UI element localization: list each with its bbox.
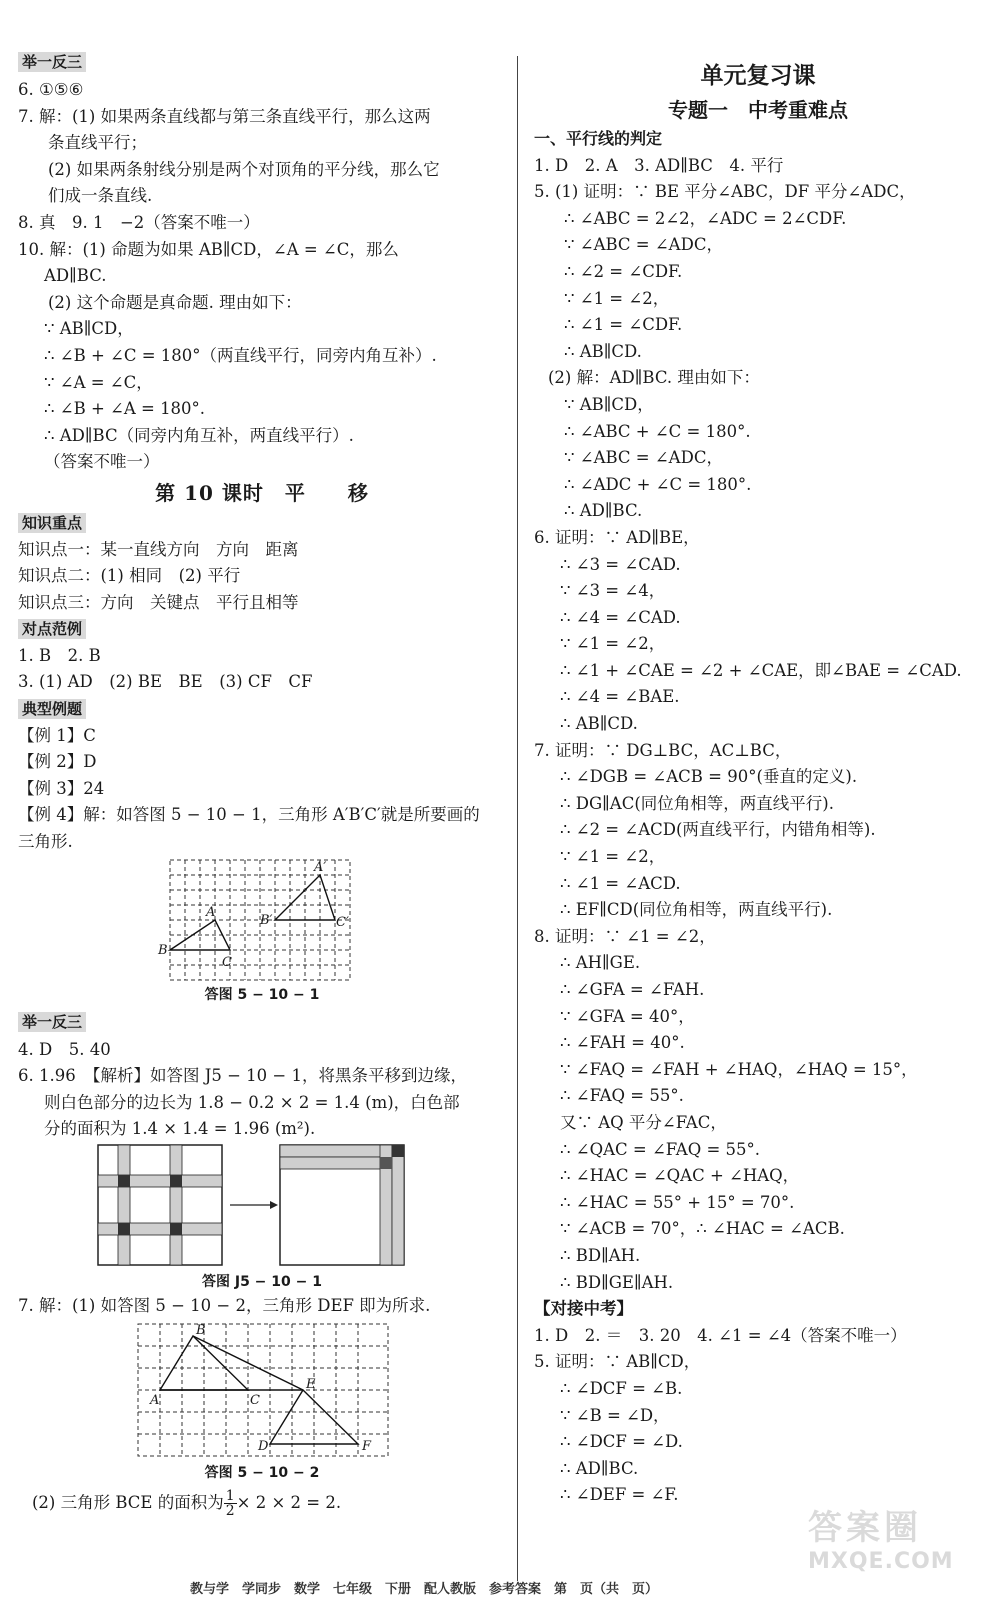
right-line: ∵ ∠ACB = 70°，∴ ∠HAC = ∠ACB. (560, 1219, 845, 1239)
right-line: 8. 证明：∵ ∠1 = ∠2， (534, 926, 716, 946)
practice-4-5: 4. D 5. 40 (18, 1039, 111, 1059)
answer-7-line3: (2) 如果两条射线分别是两个对顶角的平分线，那么它 (48, 159, 440, 179)
unit-review-title: 单元复习课 (700, 62, 816, 89)
watermark (808, 1500, 978, 1590)
right-line: ∴ ∠FAH = 40°. (560, 1033, 685, 1053)
right-line: ∵ ∠3 = ∠4， (560, 581, 666, 601)
right-line: 1. D 2. A 3. AD∥BC 4. 平行 (534, 155, 784, 175)
right-line: 5. 证明：∵ AB∥CD， (534, 1352, 701, 1372)
right-line: 6. 证明：∵ AD∥BE， (534, 527, 700, 547)
figure-j5-10-1 (18, 1143, 506, 1271)
section-head-practice-1: 举一反三 (18, 46, 506, 77)
right-line: ∴ ∠FAQ = 55°. (560, 1086, 684, 1106)
figure-5-10-1 (18, 856, 506, 984)
right-line: 5. (1) 证明：∵ BE 平分∠ABC，DF 平分∠ADC， (534, 182, 916, 202)
watermark-url: MXQE.COM (808, 1549, 954, 1574)
column-divider (517, 56, 518, 1581)
right-line: ∴ ∠DEF = ∠F. (560, 1485, 679, 1505)
answer-7-line4: 们成一条直线. (48, 186, 153, 206)
label-c-2: C (250, 1392, 260, 1408)
right-line: ∵ ∠B = ∠D， (560, 1405, 670, 1425)
right-line: ∴ AD∥BC. (560, 1458, 639, 1478)
label-a: A (206, 904, 216, 920)
answer-10-line7: ∴ ∠B + ∠A = 180°. (44, 399, 206, 419)
answer-8-9: 8. 真 9. 1 −2（答案不唯一） (18, 212, 260, 232)
answer-10-line8: ∴ AD∥BC（同旁内角互补，两直线平行）. (44, 425, 354, 445)
section-head-examples: 对点范例 (18, 616, 506, 643)
grid-translation-figure (18, 856, 506, 984)
watermark-text: 答案圈 (808, 1508, 922, 1548)
right-line: ∵ ∠1 = ∠2， (564, 288, 670, 308)
right-line: ∵ ∠ABC = ∠ADC， (564, 448, 723, 468)
right-line: ∴ AB∥CD. (560, 714, 638, 734)
right-line: ∴ ∠1 + ∠CAE = ∠2 + ∠CAE，即∠BAE = ∠CAD. (560, 660, 962, 680)
practice-7-line1: 7. 解：(1) 如答图 5 − 10 − 2，三角形 DEF 即为所求. (18, 1296, 431, 1315)
right-line: ∴ ∠1 = ∠CDF. (564, 315, 683, 335)
right-line: 1. D 2. ＝ 3. 20 4. ∠1 = ∠4（答案不唯一） (534, 1325, 907, 1345)
label-b2: B′ (260, 912, 273, 928)
right-line: ∴ ∠1 = ∠ACD. (560, 873, 681, 893)
figure-j5-10-1-caption: 答图 J5 − 10 − 1 (201, 1274, 322, 1290)
right-line: ∴ AB∥CD. (564, 341, 642, 361)
right-line: ∴ ∠2 = ∠ACD(两直线平行，内错角相等). (560, 820, 876, 840)
right-answer-lines (534, 153, 982, 1509)
label-d: D (258, 1438, 269, 1454)
right-line: ∵ ∠GFA = 40°， (560, 1006, 695, 1026)
right-column (534, 58, 982, 1509)
answer-10-line6: ∵ ∠A = ∠C， (44, 372, 153, 392)
grid-triangles-figure (18, 1320, 506, 1462)
answer-7-line1: 7. 解：(1) 如果两条直线都与第三条直线平行，那么这两 (18, 106, 431, 126)
right-line: ∴ BD∥AH. (560, 1245, 641, 1265)
label-b-2: B (196, 1322, 206, 1338)
page-footer: 教与学 学同步 数学 七年级 下册 配人教版 参考答案 第 页（共 页） (190, 1582, 659, 1597)
right-line: ∵ ∠ABC = ∠ADC， (564, 235, 723, 255)
practice-6-line2: 则白色部分的边长为 1.8 − 0.2 × 2 = 1.4 (m)，白色部 (44, 1092, 460, 1112)
right-line: 7. 证明：∵ DG⊥BC，AC⊥BC， (534, 740, 792, 760)
right-line: ∴ ∠ADC + ∠C = 180°. (564, 474, 752, 494)
typical-2: 【例 2】D (18, 752, 97, 772)
lesson-title: 第 10 课时 平 移 (155, 480, 369, 505)
figure-5-10-1-caption: 答图 5 − 10 − 1 (204, 986, 320, 1003)
right-line: ∴ ∠ABC + ∠C = 180°. (564, 421, 751, 441)
right-line: ∴ DG∥AC(同位角相等，两直线平行). (560, 793, 834, 813)
key-point-3: 知识点三：方向 关键点 平行且相等 (18, 592, 299, 612)
figure-5-10-2-caption: 答图 5 − 10 − 2 (204, 1464, 320, 1481)
example-answer-1: 1. B 2. B (18, 645, 101, 665)
right-line: ∵ ∠1 = ∠2， (560, 634, 666, 654)
answer-10-line3: (2) 这个命题是真命题. 理由如下： (48, 292, 302, 312)
answer-10-line4: ∵ AB∥CD， (44, 319, 134, 339)
practice-6-line3: 分的面积为 1.4 × 1.4 = 1.96 (m²). (44, 1119, 316, 1139)
right-line: ∴ ∠3 = ∠CAD. (560, 554, 681, 574)
label-b: B (158, 942, 168, 958)
right-line: 【对接中考】 (534, 1299, 633, 1319)
right-line: ∴ ∠HAC = ∠QAC + ∠HAQ， (560, 1166, 800, 1186)
right-line: ∵ ∠1 = ∠2， (560, 847, 666, 867)
right-line: ∴ ∠GFA = ∠FAH. (560, 980, 705, 999)
typical-4-line1: 【例 4】解：如答图 5 − 10 − 1，三角形 A′B′C′就是所要画的 (18, 805, 480, 825)
practice-7-line2: (2) 三角形 BCE 的面积为 $\frac{1}{2}$ × 2 × 2 = 2. (32, 1487, 342, 1519)
typical-4-line2: 三角形. (18, 832, 73, 852)
right-line: ∴ ∠DCF = ∠B. (560, 1378, 683, 1398)
fraction-one-half: $\frac{1}{2}$ (225, 1487, 235, 1519)
answer-7-line2: 条直线平行； (48, 133, 147, 153)
label-c2: C′ (336, 914, 349, 930)
typical-1: 【例 1】C (18, 725, 96, 745)
right-line: ∴ BD∥GE∥AH. (560, 1272, 674, 1292)
right-line: 又∵ AQ 平分∠FAC， (560, 1112, 727, 1132)
left-column (18, 46, 506, 1522)
topic-title: 专题一 中考重难点 (668, 98, 848, 122)
right-line: ∴ ∠4 = ∠CAD. (560, 607, 681, 627)
right-line: ∴ ∠4 = ∠BAE. (560, 687, 680, 707)
right-line: ∵ ∠FAQ = ∠FAH + ∠HAQ，∠HAQ = 15°， (560, 1059, 918, 1079)
example-answer-2: 3. (1) AD (2) BE BE (3) CF CF (18, 672, 313, 692)
answer-10-line1: 10. 解：(1) 命题为如果 AB∥CD，∠A = ∠C，那么 (18, 239, 399, 259)
answer-10-line2: AD∥BC. (44, 266, 107, 286)
label-a2: A′ (314, 859, 327, 875)
stripe-translation-figure (18, 1143, 506, 1271)
right-line: ∴ ∠DGB = ∠ACB = 90°(垂直的定义). (560, 767, 858, 787)
right-line: ∵ AB∥CD， (564, 394, 654, 414)
right-line: ∴ AH∥GE. (560, 953, 641, 973)
right-line: ∴ ∠HAC = 55° + 15° = 70°. (560, 1192, 795, 1212)
label-a-2: A (150, 1392, 160, 1408)
right-line: (2) 解：AD∥BC. 理由如下： (548, 368, 760, 388)
typical-3: 【例 3】24 (18, 778, 105, 798)
label-e: E (306, 1376, 316, 1392)
right-line: ∴ EF∥CD(同位角相等，两直线平行). (560, 900, 833, 920)
key-point-2: 知识点二：(1) 相同 (2) 平行 (18, 566, 241, 586)
right-line: ∴ AD∥BC. (564, 501, 643, 521)
right-line: ∴ ∠QAC = ∠FAQ = 55°. (560, 1139, 761, 1159)
section-head-practice-2: 举一反三 (18, 1006, 506, 1037)
section-head-typical: 典型例题 (18, 696, 506, 723)
right-line: ∴ ∠2 = ∠CDF. (564, 261, 683, 281)
figure-5-10-2 (18, 1320, 506, 1462)
right-line: ∴ ∠DCF = ∠D. (560, 1432, 683, 1452)
answer-10-line9: （答案不唯一） (44, 452, 160, 472)
right-line: ∴ ∠ABC = 2∠2，∠ADC = 2∠CDF. (564, 208, 847, 228)
practice-6-line1: 6. 1.96 【解析】如答图 J5 − 10 − 1，将黑条平移到边缘， (18, 1066, 467, 1086)
section-head-key-points: 知识重点 (18, 510, 506, 537)
section-parallel-criteria: 一、平行线的判定 (534, 129, 663, 148)
label-f: F (362, 1438, 372, 1454)
key-point-1: 知识点一：某一直线方向 方向 距离 (18, 539, 299, 559)
answer-10-line5: ∴ ∠B + ∠C = 180°（两直线平行，同旁内角互补）. (44, 345, 437, 365)
label-c: C (222, 954, 232, 970)
answer-6: 6. ①⑤⑥ (18, 80, 84, 99)
